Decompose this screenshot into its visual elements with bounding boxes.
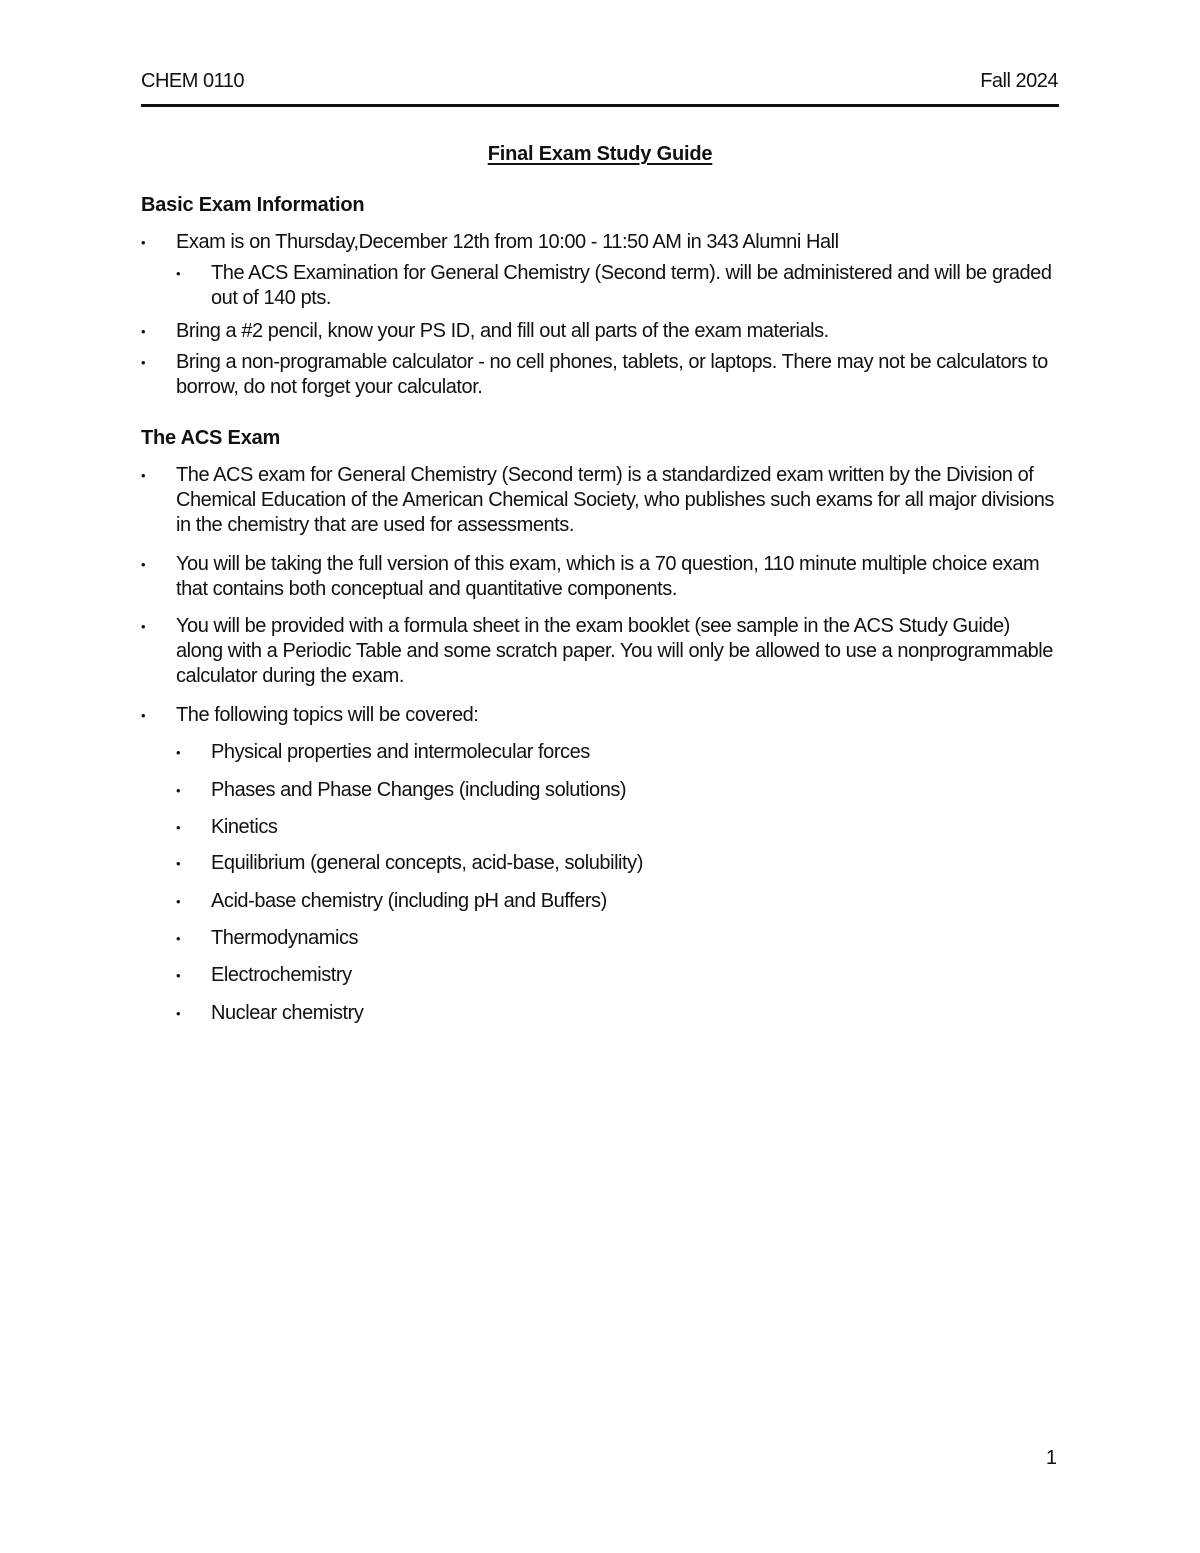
list-item	[141, 230, 1061, 255]
header-course: CHEM 0110	[141, 70, 244, 92]
list-item-text: The ACS Examination for General Chemistry (Second term). will be administered and will be graded out of 140 pts.	[211, 262, 1052, 309]
bullet: •	[141, 355, 146, 370]
topic-item	[176, 926, 1061, 951]
list-item-text: Bring a non-programable calculator - no cell phones, tablets, or laptops. There may not be calculators to borrow, do not forget your calculator.	[176, 351, 1048, 398]
bullet: •	[141, 324, 146, 339]
bullet: •	[176, 745, 181, 760]
topic-item	[176, 1001, 1061, 1026]
list-item	[141, 703, 1061, 728]
header-term: Fall 2024	[980, 70, 1058, 92]
list-item-text: Bring a #2 pencil, know your PS ID, and fill out all parts of the exam materials.	[176, 320, 829, 342]
header-rule	[141, 104, 1059, 107]
bullet: •	[141, 468, 146, 483]
list-item	[141, 319, 1061, 344]
bullet: •	[141, 557, 146, 572]
list-item	[141, 350, 1061, 400]
section-heading-acs: The ACS Exam	[141, 427, 281, 449]
list-item	[141, 463, 1061, 538]
list-item-text: Exam is on Thursday,December 12th from 10:00 - 11:50 AM in 343 Alumni Hall	[176, 231, 839, 253]
section-heading-basic: Basic Exam Information	[141, 194, 365, 216]
list-item-text: You will be taking the full version of this exam, which is a 70 question, 110 minute multiple choice exam that contains both conceptual and quantitative components.	[176, 553, 1040, 600]
list-item-text: The following topics will be covered:	[176, 704, 479, 726]
topic-text: Acid-base chemistry (including pH and Buffers)	[211, 890, 607, 912]
bullet: •	[141, 619, 146, 634]
list-item	[141, 552, 1061, 602]
topic-text: Electrochemistry	[211, 964, 352, 986]
list-item-text: The ACS exam for General Chemistry (Second term) is a standardized exam written by the Division of Chemical Education of the American Chemical Society, who publishes such exams for all major divisions in the chemistry that are used for assessments.	[176, 464, 1054, 536]
bullet: •	[176, 856, 181, 871]
topic-item	[176, 740, 1061, 765]
bullet: •	[176, 266, 181, 281]
list-item-nested	[176, 261, 1061, 311]
topic-item	[176, 963, 1061, 988]
bullet: •	[141, 235, 146, 250]
bullet: •	[176, 1006, 181, 1021]
topic-text: Thermodynamics	[211, 927, 359, 949]
topic-item	[176, 778, 1061, 803]
list-item-text: You will be provided with a formula sheet in the exam booklet (see sample in the ACS Study Guide) along with a Periodic Table and some scratch paper. You will only be allowed to use a nonprogrammable calculator during the exam.	[176, 615, 1053, 687]
list-item	[141, 614, 1061, 689]
topic-item	[176, 889, 1061, 914]
topic-text: Equilibrium (general concepts, acid-base, solubility)	[211, 852, 643, 874]
topic-text: Kinetics	[211, 816, 278, 838]
bullet: •	[176, 931, 181, 946]
page-number: 1	[1045, 1447, 1057, 1469]
bullet: •	[176, 894, 181, 909]
document-title: Final Exam Study Guide	[487, 143, 713, 165]
bullet: •	[176, 968, 181, 983]
topic-item	[176, 815, 1061, 840]
topic-text: Nuclear chemistry	[211, 1002, 364, 1024]
bullet: •	[176, 820, 181, 835]
topic-item	[176, 851, 1061, 876]
bullet: •	[141, 708, 146, 723]
topic-text: Phases and Phase Changes (including solutions)	[211, 779, 627, 801]
topic-text: Physical properties and intermolecular forces	[211, 741, 590, 763]
bullet: •	[176, 783, 181, 798]
